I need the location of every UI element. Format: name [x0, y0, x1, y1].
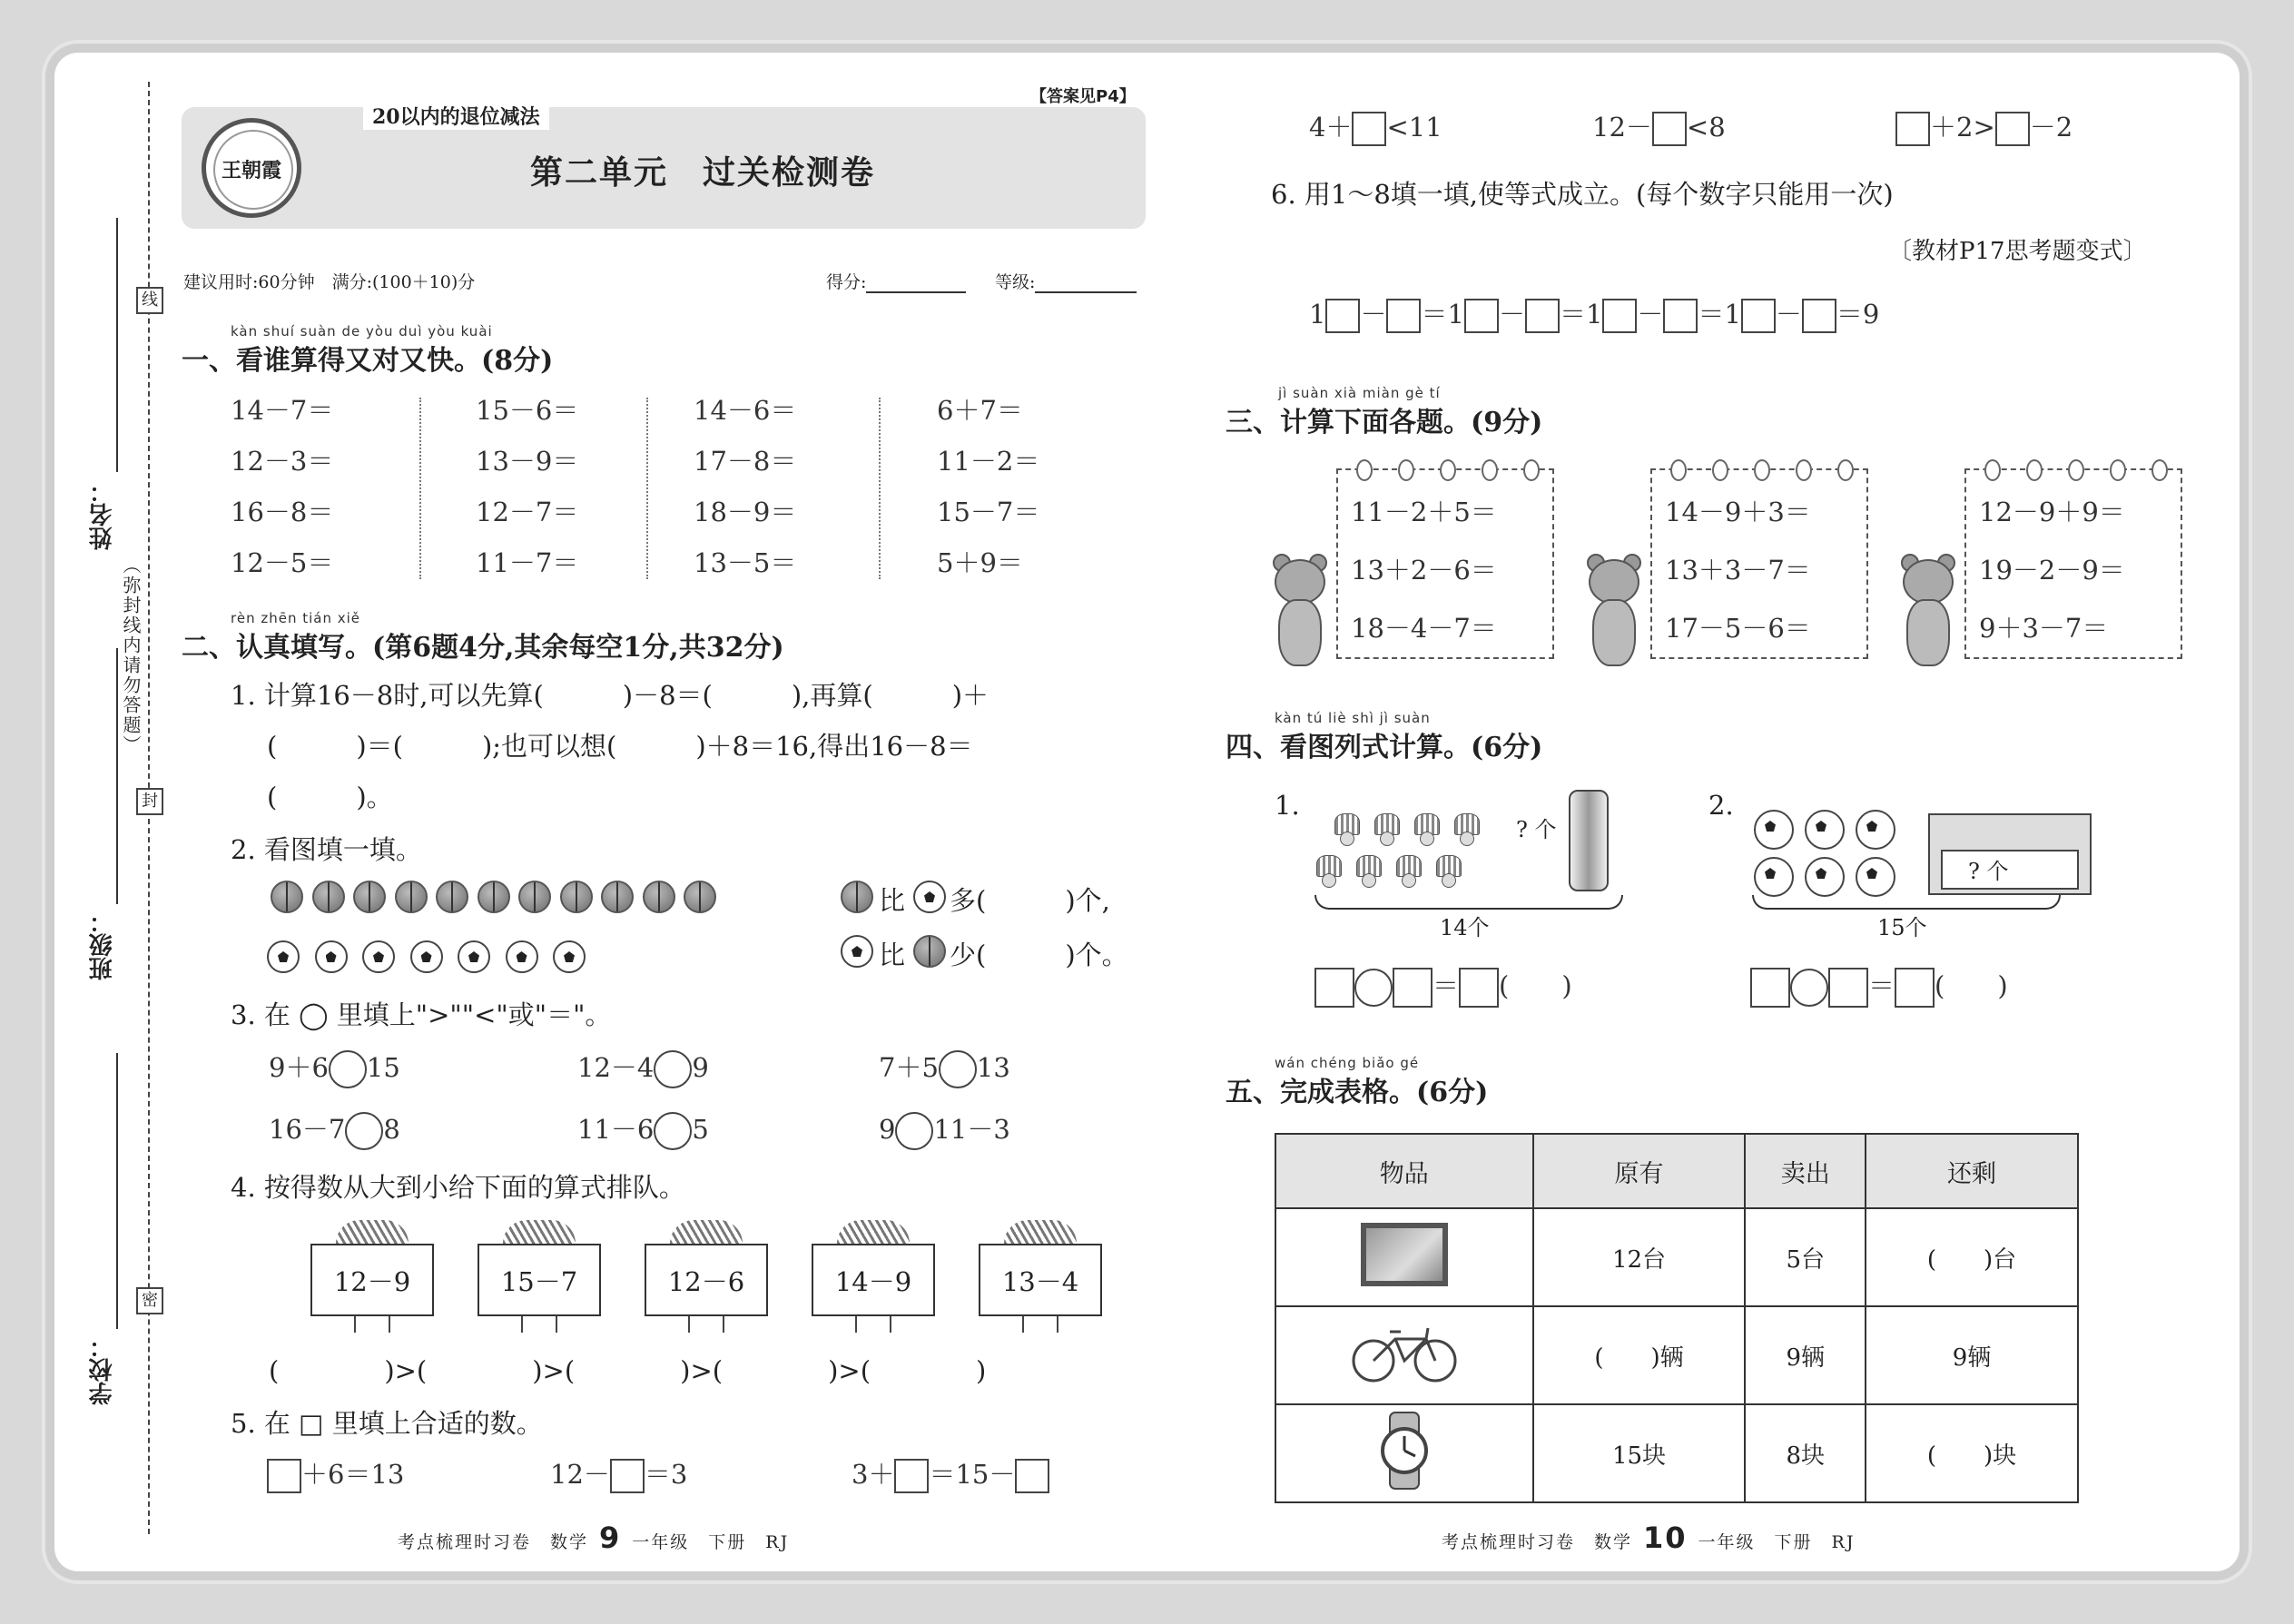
answer-reference: 【答案见P4】 [1030, 87, 1136, 106]
ring [2110, 459, 2126, 481]
soccer-ball-icon [506, 940, 538, 973]
q3-title: 3. 在 ◯ 里填上">""<"或"＝"。 [231, 999, 612, 1030]
q2-compare2: 比 [879, 940, 906, 970]
q2-more-blank: 多( )个, [950, 885, 1110, 916]
grade-label: 等级: [995, 272, 1036, 292]
table-header: 物品 [1275, 1134, 1533, 1208]
unit-title: 第二单元 过关检测卷 [530, 154, 876, 192]
hair-icon [837, 1220, 910, 1244]
time-info: 建议用时:60分钟 满分:(100＋10)分 [183, 272, 476, 292]
answer-box[interactable] [1741, 299, 1776, 333]
q4-title: 4. 按得数从大到小给下面的算式排队。 [231, 1172, 685, 1203]
shuttlecock-icon [1394, 855, 1422, 886]
basketball-icon [271, 881, 303, 913]
calc-item: 13－9＝ [476, 446, 579, 477]
shuttlecock-icon [1434, 855, 1462, 886]
brace [1314, 895, 1623, 910]
expression-card: 12－6 [645, 1244, 768, 1316]
q5-item: 12－ <8 [1592, 107, 1726, 146]
ring [2151, 459, 2168, 481]
soccer-ball-icon [315, 940, 348, 973]
q5-item: 4＋ <11 [1309, 107, 1442, 146]
bicycle-icon [1275, 1306, 1533, 1404]
basketball-icon [436, 881, 468, 913]
table-cell: 5台 [1745, 1208, 1866, 1306]
answer-box[interactable] [894, 1459, 929, 1493]
seal-mark-secret: 密 [136, 1287, 163, 1314]
leg [890, 1316, 891, 1333]
hair-icon [336, 1220, 409, 1244]
soccer-ball-icon [1805, 810, 1845, 850]
ring [1712, 459, 1728, 481]
calc-item: 9＋3－7＝ [1979, 613, 2109, 644]
divider [646, 398, 648, 579]
operator-circle[interactable] [1354, 969, 1393, 1007]
q2-title: 2. 看图填一填。 [231, 834, 422, 865]
calc-item: 14－9＋3＝ [1665, 497, 1811, 527]
table-header: 还剩 [1866, 1134, 2078, 1208]
tv-icon [1275, 1208, 1533, 1306]
notebook-board [1336, 468, 1554, 659]
shuttlecock-icon [1413, 813, 1440, 844]
soccer-ball-icon [1754, 810, 1794, 850]
table-header: 原有 [1533, 1134, 1746, 1208]
q3-item: 9 11－3 [879, 1109, 1010, 1150]
calc-item: 16－8＝ [231, 497, 334, 527]
school-field[interactable] [116, 1053, 118, 1329]
answer-box[interactable] [1015, 1459, 1049, 1493]
basketball-icon [601, 881, 634, 913]
score-label: 得分: [826, 272, 867, 292]
calc-item: 12－5＝ [231, 547, 334, 578]
answer-box[interactable] [1325, 299, 1360, 333]
answer-box[interactable] [1895, 968, 1935, 1008]
compare-circle[interactable] [895, 1112, 933, 1150]
table-cell: 8块 [1745, 1404, 1866, 1502]
calc-item: 12－9＋9＝ [1979, 497, 2125, 527]
operator-circle[interactable] [1790, 969, 1828, 1007]
sec5-title: 五、完成表格。(6分) [1226, 1077, 1489, 1108]
table-row [1275, 1404, 2078, 1502]
leg [556, 1316, 557, 1333]
q5-title: 5. 在 □ 里填上合适的数。 [231, 1408, 543, 1439]
soccer-ball-icon [1805, 857, 1845, 897]
answer-box[interactable] [1393, 968, 1433, 1008]
answer-box[interactable] [1525, 299, 1560, 333]
shuttlecock-icon [1333, 813, 1360, 844]
q1-line2: ( )＝( );也可以想( )＋8＝16,得出16－8＝ [267, 731, 973, 762]
table-cell: 12台 [1533, 1208, 1746, 1306]
answer-box[interactable] [1995, 112, 2030, 146]
grade-field[interactable] [995, 269, 1137, 293]
p1-question: ? 个 [1516, 817, 1557, 842]
ring [1984, 459, 2001, 481]
soccer-ball-icon [913, 881, 946, 913]
p2-equation: ＝ ( ) [1750, 966, 2008, 1008]
name-field[interactable] [116, 218, 118, 472]
answer-box[interactable] [1314, 968, 1354, 1008]
calc-item: 11－2＋5＝ [1351, 497, 1497, 527]
leg [855, 1316, 857, 1333]
table-cell: 9辆 [1745, 1306, 1866, 1404]
compare-circle[interactable] [654, 1050, 692, 1088]
q3-item: 12－4 9 [577, 1048, 709, 1088]
answer-box[interactable] [1352, 112, 1386, 146]
calc-item: 13＋2－6＝ [1351, 555, 1497, 586]
calc-item: 6＋7＝ [937, 395, 1023, 426]
calc-item: 15－7＝ [937, 497, 1040, 527]
compare-circle[interactable] [345, 1112, 383, 1150]
topic-tab: 20以内的退位减法 [363, 102, 549, 130]
sec1-pinyin: kàn shuí suàn de yòu duì yòu kuài [231, 323, 493, 340]
basketball-icon [518, 881, 551, 913]
sec4-pinyin: kàn tú liè shì jì suàn [1275, 710, 1431, 726]
q6-equation: 1 － ＝1 － ＝1 － ＝1 － ＝9 [1309, 294, 1879, 333]
calc-item: 18－4－7＝ [1351, 613, 1497, 644]
calc-item: 19－2－9＝ [1979, 555, 2125, 586]
calc-item: 11－2＝ [937, 446, 1040, 477]
expression-card: 14－9 [812, 1244, 935, 1316]
notebook-board [1650, 468, 1868, 659]
answer-box[interactable] [1602, 299, 1637, 333]
q3-item: 9＋6 15 [269, 1048, 400, 1088]
soccer-ball-icon [1754, 857, 1794, 897]
q5-item: ＋2> －2 [1895, 107, 2072, 146]
bear-icon [1899, 559, 1954, 677]
answer-box[interactable] [1895, 112, 1930, 146]
answer-box[interactable] [1652, 112, 1687, 146]
leg [723, 1316, 724, 1333]
q1-line1: 1. 计算16－8时,可以先算( )－8＝( ),再算( )＋ [231, 680, 989, 711]
soccer-ball-icon [458, 940, 490, 973]
p1-total: 14个 [1440, 915, 1490, 940]
soccer-ball-icon [267, 940, 300, 973]
watch-icon [1275, 1404, 1533, 1502]
calc-item: 12－3＝ [231, 446, 334, 477]
page-number: 9 [599, 1521, 622, 1555]
inventory-table [1275, 1133, 2079, 1503]
shuttlecock-icon [1452, 813, 1480, 844]
sec1-title: 一、看谁算得又对又快。(8分) [182, 345, 554, 377]
class-field[interactable] [116, 648, 118, 904]
sec3-pinyin: jì suàn xià miàn gè tí [1278, 385, 1441, 401]
p2-question: ? 个 [1968, 859, 2009, 884]
expression-card: 15－7 [478, 1244, 601, 1316]
table-header: 卖出 [1745, 1134, 1866, 1208]
ring [1523, 459, 1540, 481]
divider [879, 398, 881, 579]
table-cell-blank[interactable]: ( )块 [1866, 1404, 2078, 1502]
table-row [1275, 1208, 2078, 1306]
name-label: 姓名： [89, 479, 116, 550]
ring [1482, 459, 1498, 481]
answer-box[interactable] [1750, 968, 1790, 1008]
leg [521, 1316, 523, 1333]
score-field[interactable] [826, 269, 966, 293]
p1-equation: ＝ ( ) [1314, 966, 1572, 1008]
p1-label: 1. [1275, 790, 1300, 821]
calc-item: 13－5＝ [694, 547, 797, 578]
logo-text: 王朝霞 [221, 159, 281, 182]
table-cell-blank[interactable]: ( )辆 [1533, 1306, 1746, 1404]
basketball-icon [478, 881, 510, 913]
bear-icon [1585, 559, 1639, 677]
hair-icon [670, 1220, 743, 1244]
p2-label: 2. [1708, 790, 1734, 821]
basketball-icon [643, 881, 675, 913]
q2-compare1: 比 [879, 885, 906, 916]
calc-item: 13＋3－7＝ [1665, 555, 1811, 586]
leg [688, 1316, 690, 1333]
table-cell-blank[interactable]: ( )台 [1866, 1208, 2078, 1306]
basketball-icon [841, 881, 873, 913]
ring [1356, 459, 1373, 481]
footer-right: 考点梳理时习卷 数学 10 一年级 下册 RJ [1442, 1521, 1856, 1555]
answer-box[interactable] [1802, 299, 1836, 333]
table-cell: 15块 [1533, 1404, 1746, 1502]
shuttlecock-icon [1314, 855, 1342, 886]
expression-card: 13－4 [979, 1244, 1102, 1316]
basketball-icon [353, 881, 386, 913]
sec3-title: 三、计算下面各题。(9分) [1226, 407, 1543, 438]
answer-box[interactable] [1386, 299, 1421, 333]
ring [1754, 459, 1770, 481]
leg [1022, 1316, 1024, 1333]
answer-box[interactable] [267, 1459, 301, 1493]
table-cell: 9辆 [1866, 1306, 2078, 1404]
compare-circle[interactable] [329, 1050, 367, 1088]
sec5-pinyin: wán chéng biǎo gé [1275, 1055, 1420, 1071]
q4-answer-line: ( )>( )>( )>( )>( ) [269, 1355, 987, 1386]
calc-item: 15－6＝ [476, 395, 579, 426]
expression-card: 12－9 [310, 1244, 434, 1316]
calc-item: 17－8＝ [694, 446, 797, 477]
page-number: 10 [1643, 1521, 1688, 1555]
ring [1796, 459, 1812, 481]
calc-item: 14－7＝ [231, 395, 334, 426]
ring [1398, 459, 1414, 481]
answer-box[interactable] [610, 1459, 645, 1493]
ring [1440, 459, 1456, 481]
seal-mark-seal: 封 [136, 788, 163, 815]
soccer-ball-icon [1856, 857, 1895, 897]
soccer-ball-icon [553, 940, 586, 973]
seal-note: （弥封线内请勿答题） [120, 556, 142, 755]
basketball-icon [312, 881, 345, 913]
leg [389, 1316, 390, 1333]
q6-textbook-ref: 〔教材P17思考题变式〕 [1888, 238, 2147, 265]
answer-box[interactable] [1459, 968, 1499, 1008]
basketball-icon [560, 881, 593, 913]
soccer-ball-icon [362, 940, 395, 973]
soccer-ball-icon [1856, 810, 1895, 850]
shuttlecock-tube-icon [1569, 790, 1609, 891]
compare-circle[interactable] [654, 1112, 692, 1150]
ring [2068, 459, 2084, 481]
q2-less-blank: 少( )个。 [950, 940, 1128, 970]
hair-icon [1004, 1220, 1077, 1244]
box-front [1941, 850, 2079, 890]
sec2-pinyin: rèn zhēn tián xiě [231, 610, 361, 626]
bear-icon [1271, 559, 1325, 677]
notebook-board [1964, 468, 2182, 659]
q1-line3: ( )。 [267, 782, 393, 812]
q5-item: 3＋ ＝15－ [852, 1454, 1049, 1493]
sec2-title: 二、认真填写。(第6题4分,其余每空1分,共32分) [182, 632, 784, 664]
basketball-icon [684, 881, 716, 913]
ring [1670, 459, 1687, 481]
shuttlecock-icon [1373, 813, 1400, 844]
brace [1752, 895, 2061, 910]
calc-item: 12－7＝ [476, 497, 579, 527]
leg [1057, 1316, 1058, 1333]
table-row [1275, 1306, 2078, 1404]
calc-item: 5＋9＝ [937, 547, 1023, 578]
leg [354, 1316, 356, 1333]
seal-mark-line: 线 [136, 287, 163, 314]
basketball-icon [913, 935, 946, 968]
sec4-title: 四、看图列式计算。(6分) [1226, 732, 1543, 763]
q3-item: 16－7 8 [269, 1109, 400, 1150]
ring [2026, 459, 2043, 481]
q5-item: 12－ ＝3 [550, 1454, 687, 1493]
soccer-ball-icon [841, 935, 873, 968]
q3-item: 7＋5 13 [879, 1048, 1010, 1088]
q3-item: 11－6 5 [577, 1109, 709, 1150]
calc-item: 11－7＝ [476, 547, 579, 578]
ring [1837, 459, 1854, 481]
publisher-logo [202, 118, 301, 218]
answer-box[interactable] [1663, 299, 1698, 333]
class-label: 班级： [89, 910, 116, 980]
q6-title: 6. 用1～8填一填,使等式成立。(每个数字只能用一次) [1271, 179, 1894, 210]
divider [419, 398, 421, 579]
calc-item: 14－6＝ [694, 395, 797, 426]
calc-item: 18－9＝ [694, 497, 797, 527]
compare-circle[interactable] [939, 1050, 977, 1088]
p2-total: 15个 [1877, 915, 1927, 940]
calc-item: 17－5－6＝ [1665, 613, 1811, 644]
footer-left: 考点梳理时习卷 数学 9 一年级 下册 RJ [398, 1521, 790, 1555]
answer-box[interactable] [1828, 968, 1868, 1008]
q5-item: ＋6＝13 [267, 1454, 404, 1493]
basketball-icon [395, 881, 428, 913]
hair-icon [503, 1220, 576, 1244]
school-label: 学校： [89, 1334, 116, 1405]
soccer-ball-icon [410, 940, 443, 973]
answer-box[interactable] [1464, 299, 1499, 333]
shuttlecock-icon [1354, 855, 1382, 886]
